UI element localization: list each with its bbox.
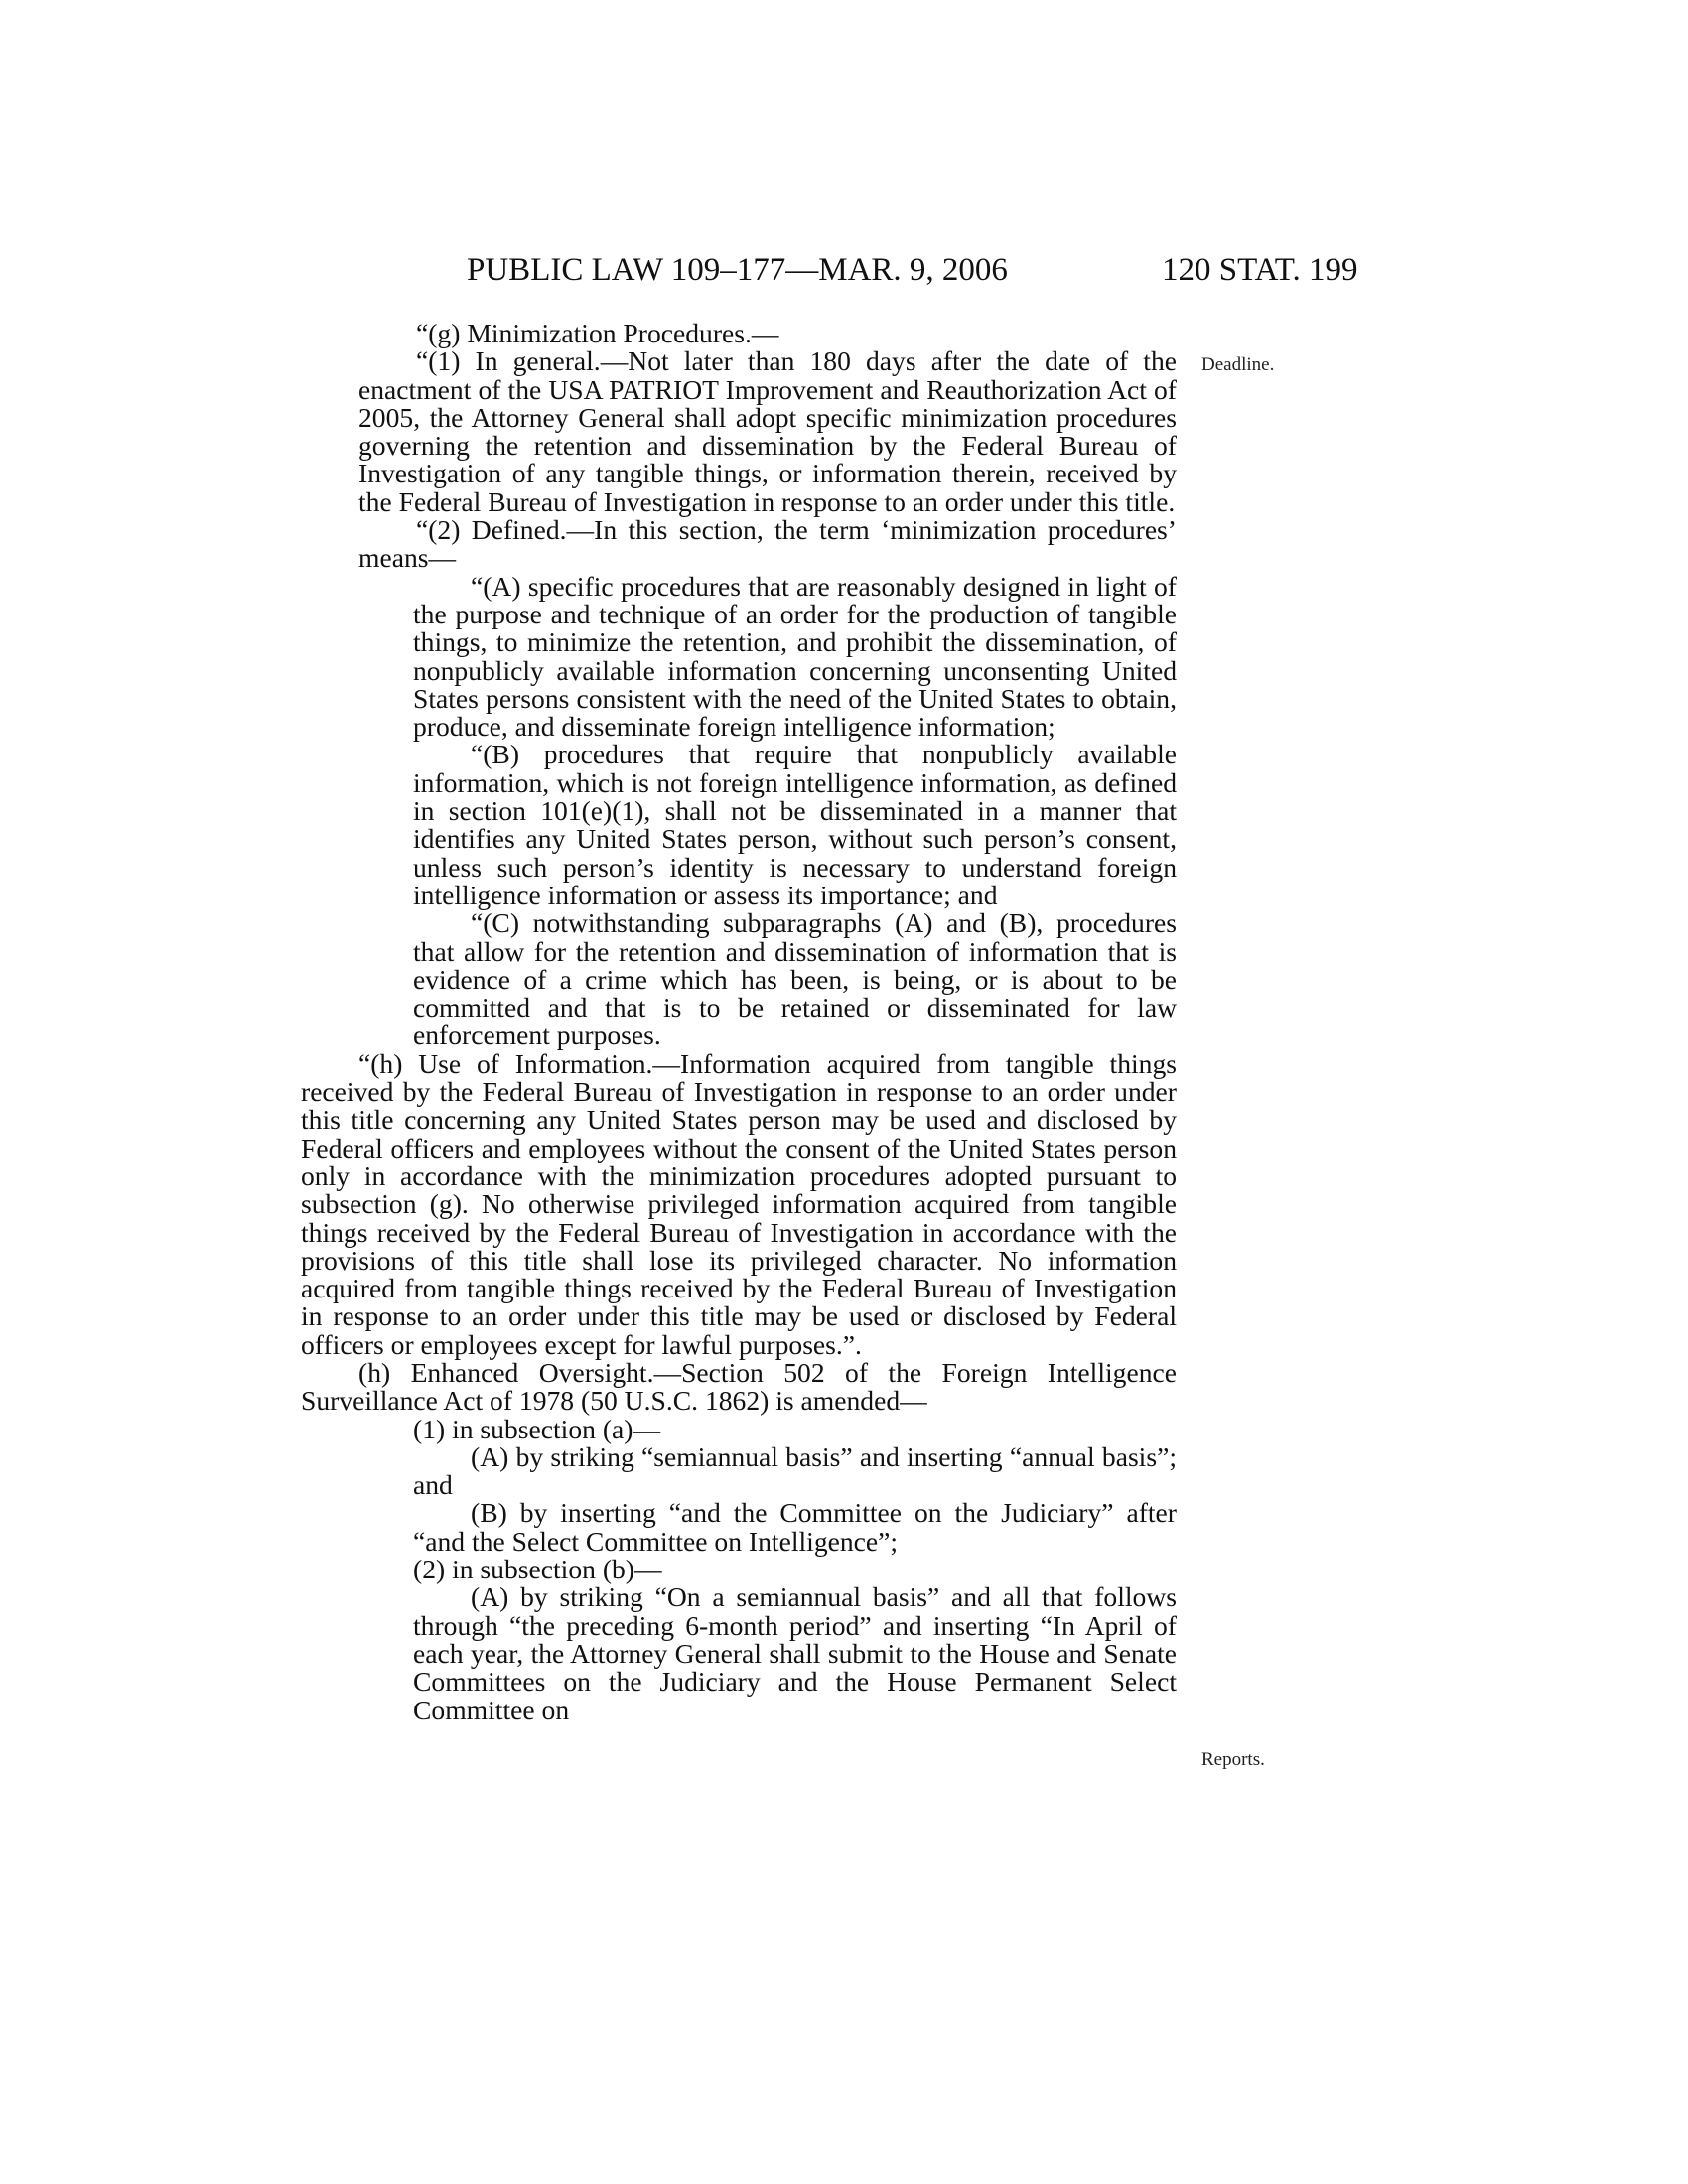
paragraph-subsection-2-a: (A) by striking “On a semiannual basis” and all that follows through “the preceding 6-month period” and inserting “In April of each year, the Attorney General shall submit to the House and Senate Committees on the Judiciary and the House Permanent Select Committee on: [413, 1581, 1177, 1725]
paragraph-g-heading: “(g) Minimization Procedures.—: [416, 318, 779, 348]
paragraph-subsection-2: (2) in subsection (b)—: [413, 1554, 662, 1585]
paragraph-subsection-1: (1) in subsection (a)—: [413, 1413, 661, 1444]
page-header-stat: 120 STAT. 199: [1162, 252, 1358, 288]
paragraph-subsection-1-b: (B) by inserting “and the Committee on the Judiciary” after “and the Select Committee on Intelligence”;: [413, 1497, 1177, 1557]
page-header-title: PUBLIC LAW 109–177—MAR. 9, 2006: [467, 252, 1008, 288]
paragraph-g-2: “(2) Defined.—In this section, the term ‘minimization procedures’ means—: [358, 514, 1177, 574]
paragraph-h-enhanced-oversight: (h) Enhanced Oversight.—Section 502 of the Foreign Intelligence Surveillance Act of 1978 (50 U.S.C. 1862) is amended—: [301, 1356, 1177, 1417]
paragraph-g-2-c: “(C) notwithstanding subparagraphs (A) and (B), procedures that allow for the retention and dissemination of information that is evidence of a crime which has been, is being, or is about to be committed and that is to be retained or disseminated for law enforcement purposes.: [413, 907, 1177, 1051]
margin-note-deadline: Deadline.: [1201, 354, 1275, 375]
paragraph-h-use-of-information: “(h) Use of Information.—Information acquired from tangible things received by the Federal Bureau of Investigation in response to an order under this title concerning any United States person may be used and disclosed by Federal officers and employees without the consent of the United States person only in accordance with the minimization procedures adopted pursuant to subsection (g). No otherwise privileged information acquired from tangible things received by the Federal Bureau of Investigation in accordance with the provisions of this title shall lose its privileged character. No information acquired from tangible things received by the Federal Bureau of Investigation in response to an order under this title may be used or disclosed by Federal officers or employees except for lawful purposes.”.: [301, 1047, 1177, 1360]
paragraph-subsection-1-a: (A) by striking “semiannual basis” and inserting “annual basis”; and: [413, 1440, 1177, 1501]
paragraph-g-1: “(1) In general.—Not later than 180 days after the date of the enactment of the USA PATRIOT Improvement and Reauthorization Act of 2005, the Attorney General shall adopt specific minimization procedures governing the retention and dissemination by the Federal Bureau of Investigation of any tangible things, or information therein, received by the Federal Bureau of Investigation in response to an order under this title.: [358, 345, 1177, 517]
document-body: [301, 320, 1177, 1724]
paragraph-g-2-a: “(A) specific procedures that are reasonably designed in light of the purpose and technique of an order for the production of tangible things, to minimize the retention, and prohibit the dissemination, of nonpublicly available information concerning unconsenting United States persons consistent with the need of the United States to obtain, produce, and disseminate foreign intelligence information;: [413, 570, 1177, 743]
margin-note-reports: Reports.: [1201, 1749, 1265, 1770]
paragraph-g-2-b: “(B) procedures that require that nonpublicly available information, which is not foreign intelligence information, as defined in section 101(e)(1), shall not be disseminated in a manner that identifies any United States person, without such person’s consent, unless such person’s identity is necessary to understand foreign intelligence information or assess its importance; and: [413, 739, 1177, 910]
